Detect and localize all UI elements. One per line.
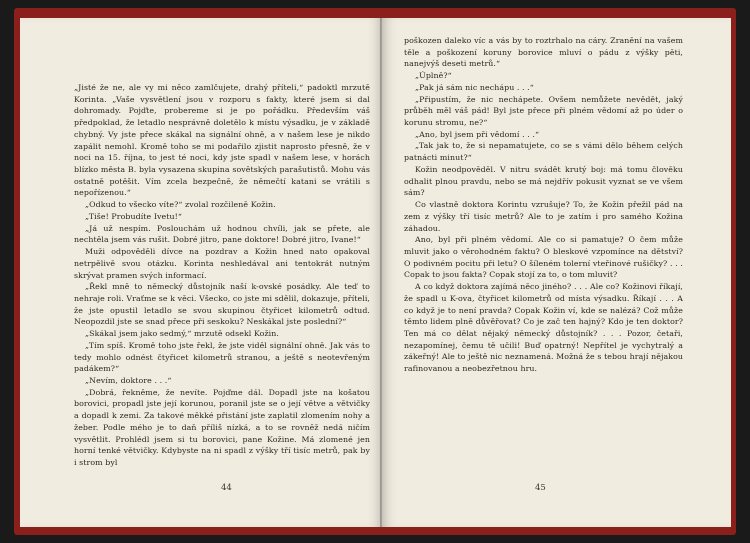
paragraph: „Dobrá, řekněme, že nevíte. Pojďme dál. Dopadl jste na košatou borovici, propadl jste její korunou, poranil jste se o její větve a větvičky a dopadl k zemi. Za takové měkké přistání jste zaplatil zlomením nohy a žeber. Podle mého je to daň příliš nízká, a to se rovněž nedá ničím vysvětlit. Prohlédl jsem si tu borovici, pane Kožine. Má zlomené jen horní tenké větvičky. Kdybyste na ni spadl z výšky tří tisíc metrů, pak by i strom byl	[74, 387, 370, 467]
paragraph: Muži odpověděli dívce na pozdrav a Kožin hned nato opakoval netrpělivě svou otázku. Korinta neshledával ani tentokrát nutným skrývat pramen svých informací.	[74, 247, 370, 280]
paragraph: „Tiše! Probudíte Ivetu!“	[85, 211, 182, 221]
paragraph: „Pak já sám nic nechápu . . .“	[415, 82, 534, 92]
paragraph: A co když doktora zajímá něco jiného? . . . Ale co? Kožinovi říkají, že spadl u K-ova, čtyřicet kilometrů od místa výsadku. Říkají . . . A co když je to není pravda? Copak Kožin ví, kde se nalézá? Což může těmto lidem plně důvěřovat? Co je zač ten hajný? Kdo je ten doktor? Ten má co dělat nějaký německý důstojník? . . . Pozor, četaři, nezapomínej, čemu tě učili! Buď opatrný! Nepřítel je vychytralý a zákeřný! Ale to ještě nic neznamená. Možná že s tebou hrají nějakou rafinovanou a neobezřetnou hru.	[404, 282, 683, 374]
paragraph: Ano, byl při plném vědomí. Ale co si pamatuje? O čem může mluvit jako o věrohodném faktu? O bleskové vzpomínce na dětství? O podivném pocitu při letu? O šíleném tolerní vteřinové rušičky? . . . Copak to jsou fakta? Copak stojí za to, o tom mluvit?	[404, 235, 683, 280]
paragraph: „Tím spíš. Kromě toho jste řekl, že jste viděl signální ohně. Jak vás to tedy mohlo odnést čtyřicet kilometrů stranou, a ještě s neotevřeným padákem?“	[74, 340, 370, 374]
paragraph: „Úplně?“	[415, 71, 452, 81]
paragraph: „Skákal jsem jako sedmý,“ mrzutě odsekl Kožin.	[85, 329, 279, 339]
paragraph: „Připustím, že nic nechápete. Ovšem nemůžete nevědět, jaký průběh měl váš pád! Byl jste přece při plném vědomí až po úder o korunu stromu, ne?“	[404, 94, 683, 128]
left-page	[20, 18, 382, 527]
book-spread	[14, 8, 736, 535]
paragraph: „Já už nespím. Poslouchám už hodnou chvíli, jak se přete, ale nechtěla jsem vás rušit. Dobré jitro, pane doktore! Dobré jitro, Ivane!“	[74, 223, 370, 245]
right-page-text	[404, 35, 683, 375]
paragraph: „Jisté že ne, ale vy mi něco zamlčujete, drahý příteli,“ padoktl mrzutě Korinta. „Vaše vysvětlení jsou v rozporu s fakty, které jsem si dal dohromady. Pojďte, probereme si je po pořádku. Především váš předpoklad, že letadlo nesprávně doletělo k místu výsadku, je v základě chybný. Vy jste přece skákal na signální ohně, a v našem lese je nikdo zapálit nemohl. Kromě toho se mi podařilo zjistit naprosto přesně, že v noci na 15. října, to jest té noci, kdy jste spadl v našem lese, v horách blízko města B. byla vysazena skupina sovětských parašutistů. Mohu vás ostatně potěšit. Vím zcela bezpečně, že němečtí katani se vrátili s nepořízenou.“	[74, 83, 370, 198]
paragraph: Co vlastně doktora Korintu vzrušuje? To, že Kožin přežil pád na zem z výšky tří tisíc metrů? Ale to je zatím i pro samého Kožina záhadou.	[404, 200, 683, 233]
page-number: 44	[221, 483, 232, 493]
paragraph: Kožin neodpověděl. V nitru svádět krutý boj: má tomu člověku odhalit plnou pravdu, nebo se má nejdřív pokusit vyznat se ve všem sám?	[404, 164, 683, 198]
paragraph: poškozen daleko víc a vás by to roztrhalo na cáry. Zranění na vašem těle a poškození koruny borovice mluví o pádu z výšky pěti, nanejvýš deseti metrů.“	[404, 36, 683, 69]
paragraph: „Odkud to všecko víte?“ zvolal rozčileně Kožin.	[85, 200, 276, 210]
right-page	[382, 18, 731, 527]
paragraph: „Řekl mně to německý důstojník naší k-ovské posádky. Ale teď to nehraje roli. Vraťme se k věci. Všecko, co jste mi sdělil, dokazuje, příteli, že jste opustil letadlo se svou skupinou čtyřicet kilometrů odtud. Neopozdil jste se snad přece při seskoku? Neskákal jste poslední?“	[74, 282, 370, 327]
paragraph: „Tak jak to, že si nepamatujete, co se s vámi dělo během celých patnácti minut?“	[404, 141, 683, 163]
paragraph: „Nevím, doktore . . .“	[85, 375, 172, 385]
left-page-text	[74, 82, 370, 469]
paragraph: „Ano, byl jsem při vědomí . . .“	[415, 129, 540, 139]
page-number: 45	[535, 483, 546, 493]
